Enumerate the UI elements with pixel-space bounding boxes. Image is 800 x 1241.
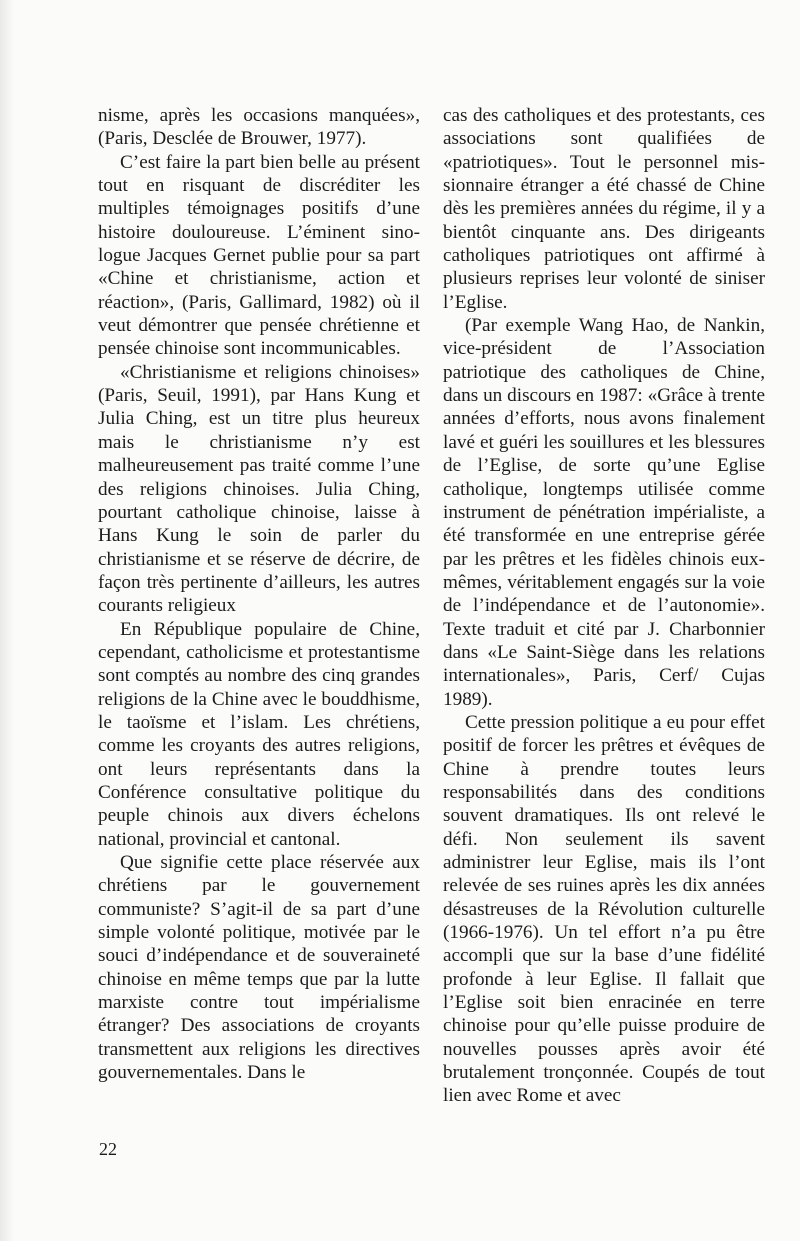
paragraph: Que signifie cette place réservée aux chrétiens par le gouvernement communiste? S’agit-il de sa part d’une simple volonté politique, motivée par le souci d’indépendance et de souveraineté chinoise en même temps que par la lutte marxiste contre tout impérialisme étranger? Des associations de croyants transmettent aux religions les directives gouvernementales. Dans le [98, 852, 420, 1084]
paragraph: «Christianisme et religions chinoises» (Paris, Seuil, 1991), par Hans Kung et Julia Ching, est un titre plus heureux mais le christianisme n’y est malheureusement pas traité comme l’une des religions chinoises. Julia Ching, pourtant catholique chinoise, laisse à Hans Kung le soin de parler du christianisme et se réserve de décrire, de façon très pertinente d’ailleurs, les autres courants religieux [98, 361, 420, 617]
paragraph: C’est faire la part bien belle au présent tout en risquant de discréditer les multiples témoignages positifs d’une histoire douloureuse. L’éminent sinologue Jacques Gernet publie pour sa part «Chine et christianisme, action et réaction», (Paris, Gallimard, 1982) où il veut démontrer que pensée chrétienne et pensée chinoise sont incommunicables. [98, 151, 420, 360]
paragraph: cas des catholiques et des protestants, ces associations sont qualifiées de «patriotiques». Tout le personnel missionnaire étranger a été chassé de Chine dès les premières années du régime, il y a bientôt cinquante ans. Des dirigeants catholiques patriotiques ont affirmé à plusieurs reprises leur volonté de siniser l’Eglise. [443, 105, 765, 313]
paragraph: En République populaire de Chine, cependant, catholicisme et protestantisme sont comptés au nombre des cinq grandes religions de la Chine avec le bouddhisme, le taoïsme et l’islam. Les chrétiens, comme les croyants des autres religions, ont leurs représentants dans la Conférence consultative politique du peuple chinois aux divers échelons national, provincial et cantonal. [98, 618, 420, 850]
page-number: 22 [99, 1139, 117, 1159]
paragraph: Cette pression politique a eu pour effet positif de forcer les prêtres et évêques de Chine à prendre toutes leurs responsabilités dans des conditions souvent dramatiques. Ils ont relevé le défi. Non seulement ils savent administrer leur Eglise, mais ils l’ont relevée de ses ruines après les dix années désastreuses de la Révolution culturelle (1966-1976). Un tel effort n’a pu être accompli que sur la base d’une fidélité profonde à leur Eglise. Il fallait que l’Eglise soit bien enracinée en terre chinoise pour qu’elle puisse produire de nouvelles pousses après avoir été brutalement tronçonnée. Coupés de tout lien avec Rome et avec [443, 711, 765, 1107]
left-column [98, 104, 420, 1084]
paragraph: nisme, après les occasions manquées», (Paris, Desclée de Brouwer, 1977). [98, 105, 420, 150]
page-gutter-shadow [0, 0, 14, 1241]
paragraph: (Par exemple Wang Hao, de Nankin, vice-président de l’Association patriotique des catholiques de Chine, dans un discours en 1987: «Grâce à trente années d’efforts, nous avons finalement lavé et guéri les souillures et les blessures de l’Eglise, de sorte qu’une Eglise catholique, longtemps utilisée comme instrument de pénétration impérialiste, a été transformée en une entreprise gérée par les prêtres et les fidèles chinois eux-mêmes, véritablement engagés sur la voie de l’indépendance et de l’autonomie». Texte traduit et cité par J. Charbonnier dans «Le Saint-Siège dans les relations internationales», Paris, Cerf/ Cujas 1989). [443, 315, 765, 710]
right-column [443, 104, 765, 1108]
